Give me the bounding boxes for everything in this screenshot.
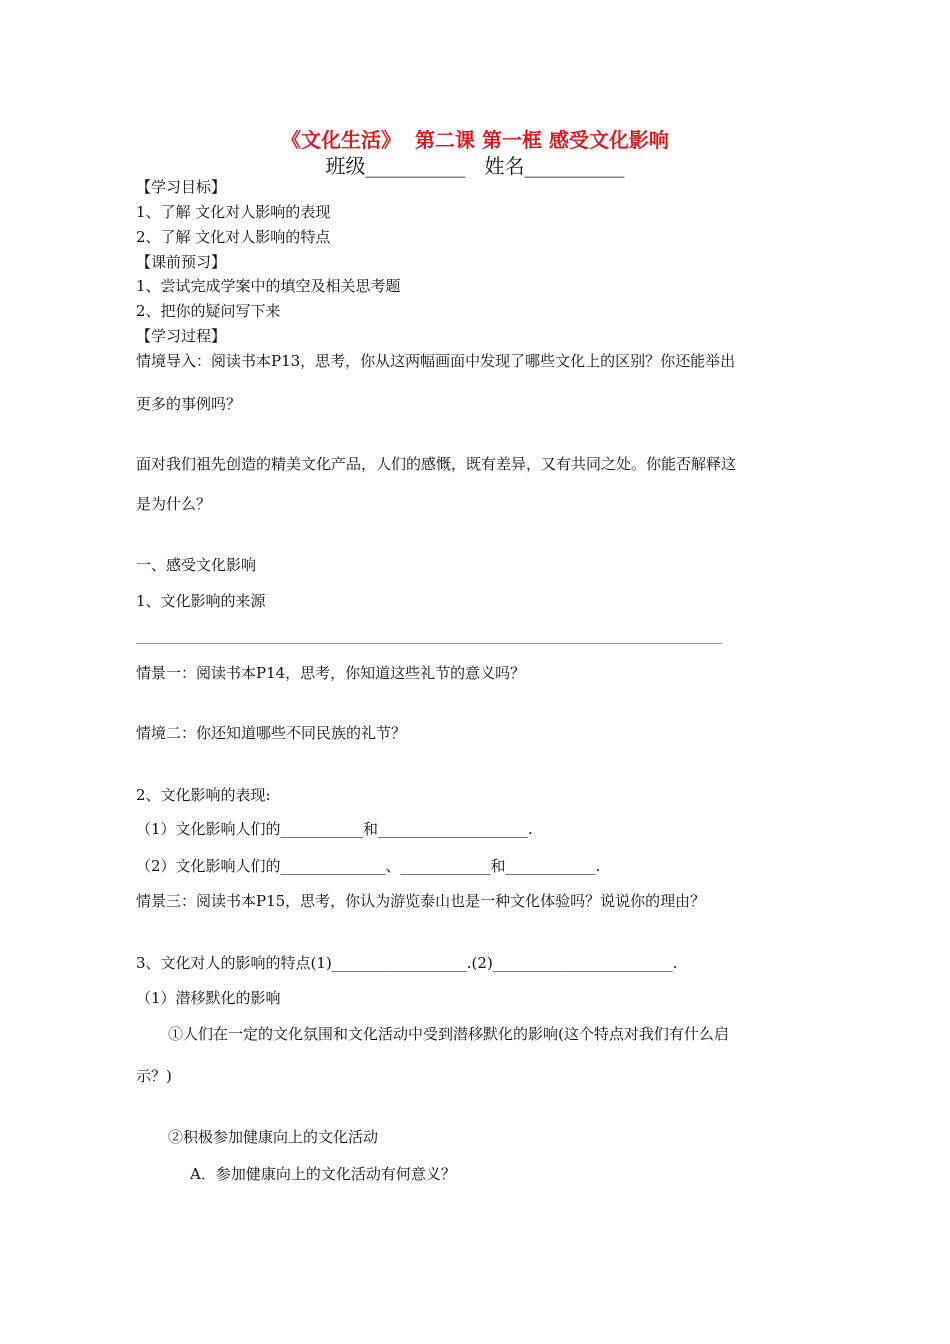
text-line: 情境导入：阅读书本P13，思考，你从这两幅画面中发现了哪些文化上的区别？你还能举出 — [136, 352, 736, 370]
text-line: 示？) — [136, 1067, 172, 1085]
text-line: 2、把你的疑问写下来 — [136, 302, 281, 320]
text-line: 2、了解 文化对人影响的特点 — [136, 228, 331, 246]
text-line: （1）潜移默化的影响 — [136, 989, 281, 1007]
text-line: 面对我们祖先创造的精美文化产品，人们的感慨，既有差异，又有共同之处。你能否解释这 — [136, 455, 737, 473]
text-line: 一、感受文化影响 — [136, 556, 257, 574]
text-line: 1、了解 文化对人影响的表现 — [136, 203, 331, 221]
text-line: 是为什么？ — [136, 495, 212, 513]
section-heading: 【学习目标】 — [136, 178, 227, 196]
text-line: 情境二：你还知道哪些不同民族的礼节？ — [136, 724, 407, 742]
text-line: ①人们在一定的文化氛围和文化活动中受到潜移默化的影响(这个特点对我们有什么启 — [168, 1025, 729, 1043]
section-heading: 【课前预习】 — [136, 253, 227, 271]
text-line: 情景一：阅读书本P14，思考，你知道这些礼节的意义吗？ — [136, 664, 526, 682]
fill-in-line: （1）文化影响人们的___________和____________________. — [136, 820, 533, 838]
section-heading: 【学习过程】 — [136, 327, 227, 345]
text-line: 1、尝试完成学案中的填空及相关思考题 — [136, 277, 401, 295]
fill-in-line: （2）文化影响人们的______________、____________和____________. — [136, 857, 601, 875]
text-line: 1、文化影响的来源 — [136, 592, 266, 610]
text-line: 2、文化影响的表现: — [136, 786, 271, 804]
divider — [136, 643, 722, 644]
text-line: A．参加健康向上的文化活动有何意义？ — [190, 1165, 456, 1183]
class-name-line: 班级__________ 姓名__________ — [325, 154, 625, 178]
text-line: ②积极参加健康向上的文化活动 — [168, 1128, 379, 1146]
page-title: 《文化生活》 第二课 第一框 感受文化影响 — [281, 128, 669, 152]
text-line: 情景三：阅读书本P15，思考，你认为游览泰山也是一种文化体验吗？说说你的理由？ — [136, 892, 706, 910]
fill-in-line: 3、文化对人的影响的特点(1)__________________.(2)________________________. — [136, 954, 678, 972]
text-line: 更多的事例吗？ — [136, 395, 242, 413]
